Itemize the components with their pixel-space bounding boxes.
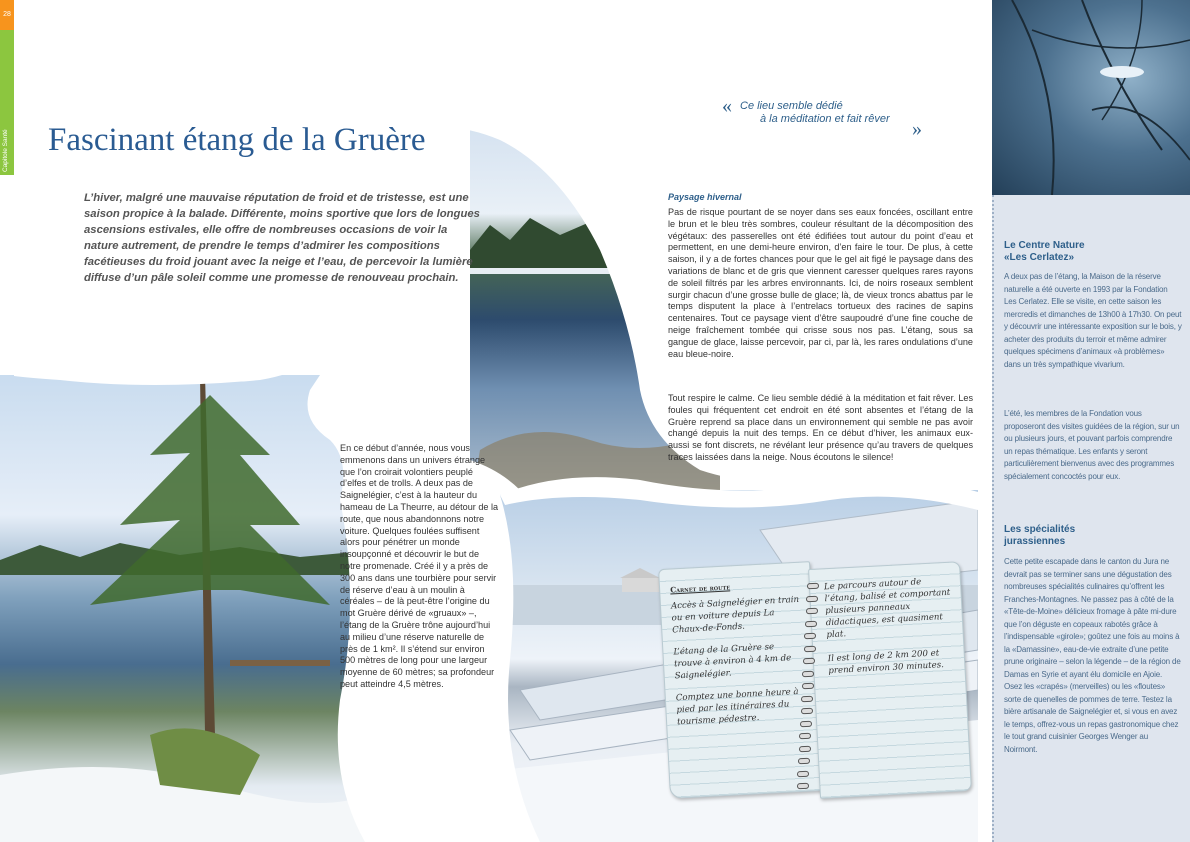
notebook-ring: [799, 733, 811, 740]
notebook-ring: [801, 695, 813, 702]
notebook-ring: [803, 658, 815, 665]
sidebar-panel: [992, 195, 1190, 842]
sidebar-section2-title-line1: Les spécialités: [1004, 524, 1076, 535]
notebook-ring: [798, 758, 810, 765]
notebook-left-paragraph3: Comptez une bonne heure à pied par les itinéraires du tourisme pédestre.: [675, 686, 799, 728]
sidebar-section1-paragraph1: A deux pas de l’étang, la Maison de la réserve naturelle a été ouverte en 1993 par la Fondation Les Cerlatez. Elle se visite, en cette saison les mercredis et dimanches de 13h00 à 17h30. On peut y découvrir une intéressante exposition sur le bois, y acheter des produits du terroir et même admirer quelques spécimens d’animaux «à problèmes» dans un très sympathique vivarium.: [1004, 272, 1182, 369]
notebook-ring: [800, 708, 812, 715]
notebook-ring: [798, 745, 810, 752]
notebook-ring: [807, 583, 819, 590]
notebook-ring: [804, 645, 816, 652]
notebook-ring: [797, 770, 809, 777]
notebook-heading: Carnet de route: [669, 582, 731, 595]
notebook-ring: [800, 720, 812, 727]
sidebar-section2-title-line2: jurassiennes: [1004, 536, 1066, 547]
article-title: Fascinant étang de la Gruère: [48, 122, 426, 158]
paysage-paragraph2: Tout respire le calme. Ce lieu semble dédié à la méditation et fait rêver. Les foules qui fréquentent cet endroit en été sont absentes et l’étang de la Gruère reprend sa place dans un environnement qui semble ne pas avoir changé depuis la nuit des temps. En ce début d’hiver, les animaux eux-aussi se font discrets, ne révélant leur présence qu’au travers de quelques traces laissées dans la neige. Nous écoutons le silence!: [668, 393, 973, 462]
notebook-ring: [806, 608, 818, 615]
sidebar-section1-paragraph2: L’été, les membres de la Fondation vous proposeront des visites guidées de la région, sur un ou plusieurs jours, et pouvant parfois comprendre un repas thématique. Les enfants y seront particulièrement bienvenus avec des programmes spécialement concoctés pour eux.: [1004, 409, 1180, 481]
sidebar-section1-title-line2: «Les Cerlatez»: [1004, 252, 1075, 263]
notebook-right-paragraph1: Le parcours autour de l’étang, balisé et comportant plusieurs panneaux didactiques, est quasiment plat.: [823, 577, 951, 641]
notebook-right-page: [808, 561, 972, 799]
quote-close-mark: »: [912, 118, 922, 140]
notebook-ring: [802, 683, 814, 690]
notebook-left-page: [658, 561, 822, 799]
article-intro: L’hiver, malgré une mauvaise réputation de froid et de tristesse, est une saison propice à la balade. Différente, moins sportive que lors de longues ascensions estivales, elle offre de nombreuses occasions de voir la nature autrement, de prendre le temps d’admirer les compositions facétieuses du froid jouant avec la neige et l’eau, de percevoir la lumière diffuse d’un pâle soleil comme une promesse de renouveau prochain.: [84, 192, 480, 284]
notebook-ring: [802, 670, 814, 677]
notebook-ring: [805, 620, 817, 627]
sidebar-section2-title: [1004, 524, 1184, 548]
pull-quote: [720, 100, 920, 126]
paysage-heading: Paysage hivernal: [668, 192, 742, 202]
notebook-ring: [806, 595, 818, 602]
carnet-de-route-notebook: [664, 565, 984, 797]
sidebar-section1-title: [1004, 240, 1184, 264]
sidebar-section1-title-line1: Le Centre Nature: [1004, 240, 1085, 251]
pull-quote-line1: Ce lieu semble dédié: [740, 100, 843, 112]
paysage-paragraph1: Pas de risque pourtant de se noyer dans ses eaux foncées, oscillant entre le brun et le bleu très sombres, couleur résultant de la décomposition des végétaux: des passerelles ont été édifiées tout autour du point d’eau et permettent, en une demi-heure environ, d’en faire le tour. De plus, à cette saison, il y a de fortes chances pour que le gel ait figé le paysage dans des variations de blanc et de gris que viennent caresser quelques rares rayons de soleil filtrés par les arbres environnants. Ici, de noirs roseaux semblent surgir chacun d’une grosse bulle de glace; là, de vieux troncs abattus par le temps disputent la place à l’entrelacs tortueux des racines de sapins centenaires. Tout ce paysage vient d’être saupoudré d’une fine couche de neige fraîchement tombée qui crisse sous nos pas. L’étang, sous sa gangue de glace, laisse percevoir, par ci, par là, les rares ondulations d’une eau bleue-noire.: [668, 207, 973, 359]
notebook-left-paragraph2: L’étang de la Gruère se trouve à environ à 4 km de Saignelégier.: [673, 642, 792, 682]
notebook-ring: [796, 783, 808, 790]
page-number: 28: [0, 0, 14, 30]
notebook-ring: [804, 633, 816, 640]
article-body: En ce début d’année, nous vous emmenons dans un univers étrange que l’on croirait volontiers peuplé d’elfes et de trolls. A deux pas de Saignelégier, c’est à la hauteur du hameau de La Theurre, au détour de la route, que nous abandonnons notre voiture. Quelques foulées suffisent alors pour pénétrer un monde insoupçonné et découvrir le but de notre promenade. Créé il y a près de 300 ans dans une tourbière pour servir de réserve d’eau à un moulin à céréales – de là peut-être l’origine du mot Gruère dérivé de «gruaux» –, l’étang de la Gruère trône aujourd’hui au milieu d’une réserve naturelle de près de 1 km². Il s’étend sur environ 500 mètres de long pour une largeur moyenne de 60 mètres; sa profondeur peut atteindre 4,5 mètres.: [340, 443, 499, 689]
quote-open-mark: «: [722, 95, 732, 117]
notebook-right-paragraph2: Il est long de 2 km 200 et prend environ 30 minutes.: [827, 648, 945, 677]
section-label: Capitole Santé: [2, 129, 9, 172]
pull-quote-line2: à la méditation et fait rêver: [760, 113, 890, 125]
sidebar-section2-paragraph: Cette petite escapade dans le canton du Jura ne devrait pas se terminer sans une dégustation des nombreuses spécialités culinaires qu’offrent les Franches-Montagnes. Ne passez pas à côté de la «Tête-de-Moine» délicieux fromage à pâte mi-dure que l’on déguste en copeaux rabotés grâce à l’indispensable «girole»; goûtez une fois au moins à la «Damassine», eau-de-vie extraite d’une petite prune originaire – selon la légende – de la région de Damas en Syrie et ayant élu domicile en Ajoie. Osez les «crapés» (merveilles) ou les «floutes» sorte de quenelles de pommes de terre. Testez la bière artisanale de Saignelégier et, si vous en avez le temps, offrez-vous un repas gastronomique chez le tout grand cuisinier Georges Wenger au Noirmont.: [1004, 557, 1181, 754]
notebook-left-paragraph1: Accès à Saignelégier en train ou en voiture depuis La Chaux-de-Fonds.: [670, 594, 800, 636]
